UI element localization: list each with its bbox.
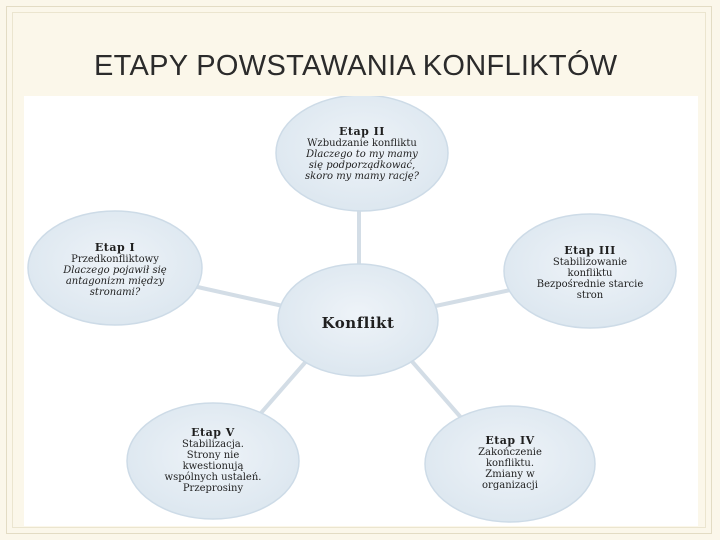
stage-2-heading: Etap II <box>339 125 385 138</box>
stage-4-line1: Zakończenie <box>478 447 542 458</box>
stage-2-question-2: się podporządkować, <box>308 160 416 171</box>
stage-1-line1: Przedkonfliktowy <box>71 254 159 265</box>
stage-3-line2: konfliktu <box>567 268 613 279</box>
stage-5-line3: kwestionują <box>182 460 244 472</box>
connector-stage-4 <box>409 358 464 421</box>
node-stage-1 <box>35 238 195 302</box>
stage-3-line4: stron <box>576 290 604 301</box>
center-label: Konflikt <box>321 313 395 332</box>
connector-stage-1 <box>184 284 292 308</box>
diagram-panel <box>24 96 698 526</box>
stage-4-line4: organizacji <box>482 480 538 491</box>
stage-2-question-3: skoro my mamy rację? <box>305 171 419 182</box>
node-center <box>298 308 418 338</box>
stage-1-question-3: stronami? <box>89 287 141 298</box>
stage-5-line4: wspólnych ustaleń. <box>164 471 262 483</box>
node-stage-3 <box>510 242 670 304</box>
stage-5-heading: Etap V <box>191 425 235 439</box>
stage-3-heading: Etap III <box>564 244 616 257</box>
stage-5-line2: Strony nie <box>186 449 240 461</box>
stage-1-question-2: antagonizm między <box>65 276 165 287</box>
node-stage-2 <box>282 122 442 186</box>
stage-5-line5: Przeprosiny <box>182 482 244 494</box>
connector-stage-5 <box>254 358 309 421</box>
stage-3-line3: Bezpośrednie starcie <box>536 279 644 290</box>
stage-4-line3: Zmiany w <box>485 469 535 480</box>
slide-title: ETAPY POWSTAWANIA KONFLIKTÓW <box>94 50 618 82</box>
node-stage-5 <box>133 422 293 498</box>
stage-5-line1: Stabilizacja. <box>182 438 244 450</box>
stage-2-question-1: Dlaczego to my mamy <box>306 149 418 160</box>
stage-3-line1: Stabilizowanie <box>552 257 628 268</box>
stage-2-line1: Wzbudzanie konfliktu <box>307 138 417 149</box>
stage-4-heading: Etap IV <box>485 434 535 447</box>
node-stage-4 <box>430 432 590 494</box>
stage-4-line2: konfliktu. <box>485 458 535 469</box>
stage-1-question-1: Dlaczego pojawił się <box>63 265 167 276</box>
stage-1-heading: Etap I <box>94 241 136 254</box>
